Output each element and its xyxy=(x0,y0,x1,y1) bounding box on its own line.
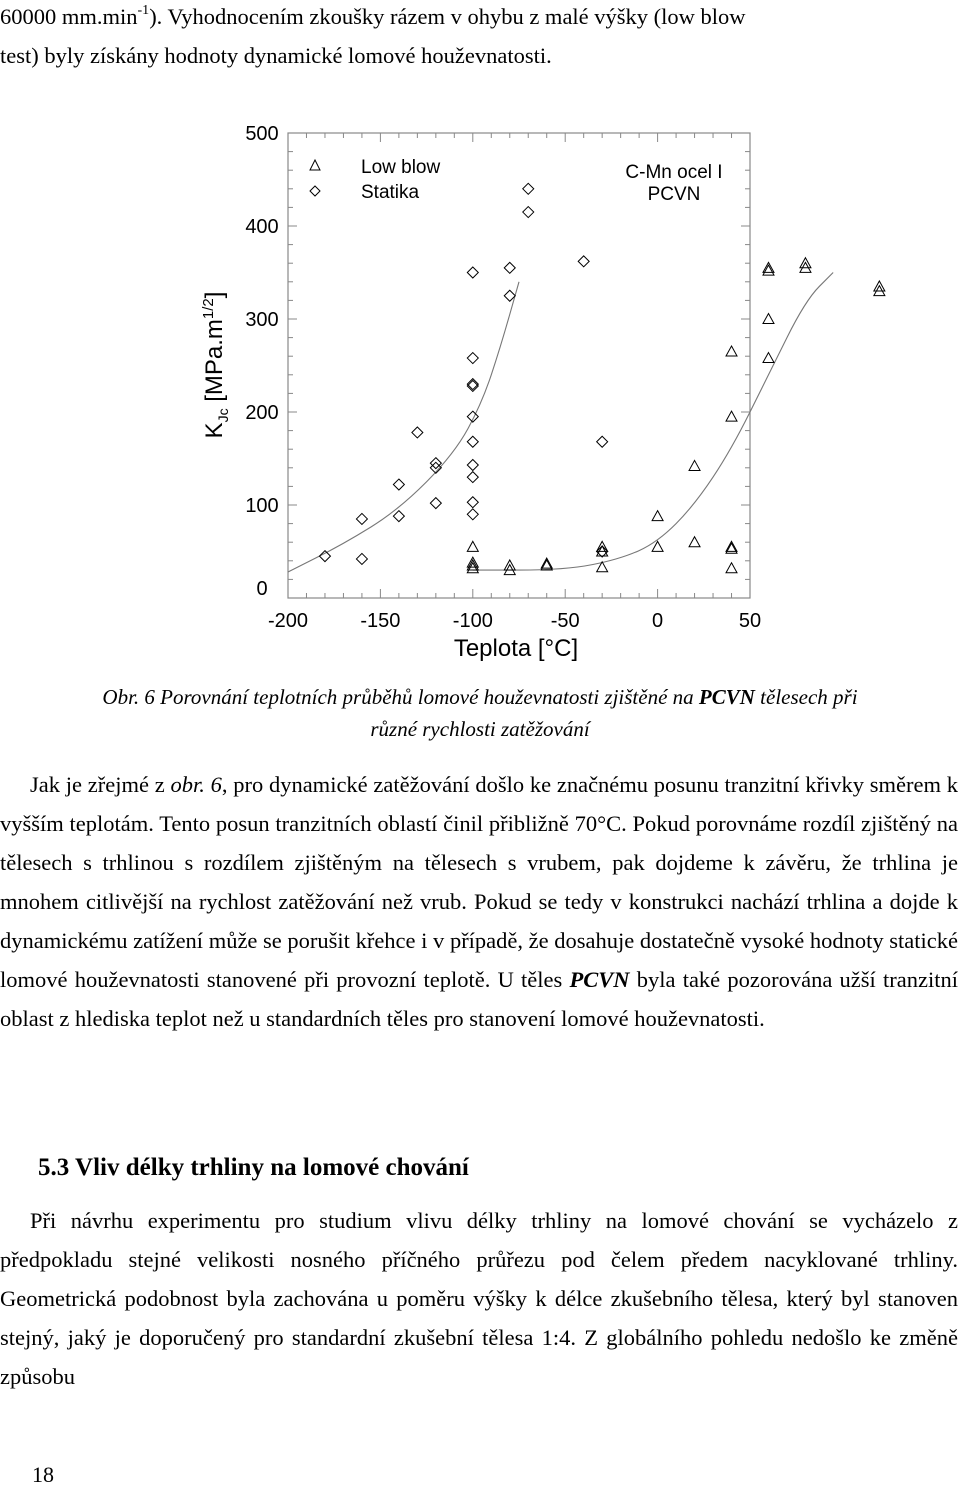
statika-point xyxy=(504,262,515,273)
statika-point xyxy=(597,436,608,447)
statika-point xyxy=(393,479,404,490)
fit-curve-statika xyxy=(288,282,519,572)
x-axis-label: Teplota [°C] xyxy=(453,635,579,662)
statika-point xyxy=(467,509,478,520)
legend xyxy=(310,157,723,205)
intro-line1-text-post: ). Vyhodnocením zkoušky rázem v ohybu z malé výšky (low blow xyxy=(149,4,746,29)
data-markers xyxy=(319,183,884,574)
fracture-toughness-chart xyxy=(0,110,960,670)
fit-curves xyxy=(288,273,833,572)
low-blow-point xyxy=(763,353,774,363)
y-tick-label: 0 xyxy=(256,578,268,600)
body-text-a: Jak je zřejmé z xyxy=(30,772,171,797)
low-blow-point xyxy=(652,511,663,521)
statika-point xyxy=(393,511,404,522)
statika-point xyxy=(467,436,478,447)
statika-point xyxy=(467,472,478,483)
caption-bold: PCVN xyxy=(698,685,755,709)
x-tick-label: -100 xyxy=(452,610,493,632)
low-blow-point xyxy=(467,541,478,551)
statika-point xyxy=(319,551,330,562)
low-blow-point xyxy=(689,460,700,470)
y-tick-label: 300 xyxy=(245,309,279,331)
statika-point xyxy=(356,513,367,524)
statika-point xyxy=(467,267,478,278)
x-tick-label: 50 xyxy=(738,610,762,632)
statika-point xyxy=(523,183,534,194)
legend-low-blow-label: Low blow xyxy=(361,157,441,178)
y-tick-label: 500 xyxy=(245,123,279,145)
legend-diamond-marker xyxy=(310,186,320,196)
fit-curve-low-blow xyxy=(473,273,833,571)
y-axis-label xyxy=(200,292,231,439)
caption-text-a: Obr. 6 Porovnání teplotních průběhů lomové houževnatosti zjištěné na xyxy=(102,685,699,709)
low-blow-point xyxy=(726,563,737,573)
x-tick-label: 0 xyxy=(652,610,664,632)
caption-text-b: tělesech při xyxy=(754,685,858,709)
intro-line2-text: test) byly získány hodnoty dynamické lomové houževnatosti. xyxy=(0,43,552,68)
statika-point xyxy=(356,553,367,564)
figure-reference: obr. 6 xyxy=(170,772,222,797)
x-tick-label: -200 xyxy=(267,610,309,632)
low-blow-point xyxy=(689,537,700,547)
y-tick-label: 400 xyxy=(245,216,279,238)
statika-point xyxy=(578,256,589,267)
statika-point xyxy=(412,427,423,438)
statika-point xyxy=(467,353,478,364)
figure-caption xyxy=(0,681,960,745)
statika-point xyxy=(430,498,441,509)
y-axis-label-text: $K_{Jc}$ $[MPa.m^{1/2}]$ xyxy=(200,291,231,439)
low-blow-point xyxy=(763,314,774,324)
y-tick-label: 100 xyxy=(245,495,279,517)
statika-point xyxy=(467,497,478,508)
legend-statika-label: Statika xyxy=(361,182,420,203)
intro-line1-text: 60000 mm.min xyxy=(0,4,138,29)
low-blow-point xyxy=(726,411,737,421)
legend-material-label: C-Mn ocel I xyxy=(625,162,723,183)
statika-point xyxy=(430,458,441,469)
caption-line2: různé rychlosti zatěžování xyxy=(370,717,590,741)
y-tick-label: 200 xyxy=(245,402,279,424)
statika-point xyxy=(523,207,534,218)
intro-paragraph xyxy=(0,0,958,75)
x-tick-label: -150 xyxy=(360,610,401,632)
body-text-c: byla také pozorována užší tranzitní oblast z hlediska teplot než u standardních těles pro stanovení lomové houževnatosti. xyxy=(0,967,958,1031)
body-paragraph xyxy=(0,765,958,1038)
page-number: 18 xyxy=(32,1462,54,1487)
x-tick-label: -50 xyxy=(550,610,580,632)
legend-triangle-marker xyxy=(310,160,320,170)
intro-line1-sup: -1 xyxy=(137,3,150,18)
legend-specimen-label: PCVN xyxy=(647,184,701,205)
low-blow-point xyxy=(763,262,774,272)
section-heading: 5.3 Vliv délky trhliny na lomové chování xyxy=(38,1154,469,1181)
low-blow-point xyxy=(726,346,737,356)
body-bold-pcvn: PCVN xyxy=(569,967,630,992)
body-text-b: , pro dynamické zatěžování došlo ke značnému posunu tranzitní křivky směrem k vyšším teplotám. Tento posun tranzitních oblastí činil přibližně 70°C. Pokud porovnáme rozdíl zjištěný na tělesech s trhlinou s rozdílem zjištěným na tělesech s vrubem, pak dojdeme k závěru, že trhlina je mnohem citlivější na rychlost zatěžování než vrub. Pokud se tedy v konstrukci nachází trhlina a dojde k dynamickému zatížení může se porušit křehce i v případě, že dosahuje dostatečně vysoké hodnoty statické lomové houževnatosti stanovené při provozní teplotě. U těles xyxy=(0,772,959,992)
section-paragraph: Při návrhu experimentu pro studium vlivu délky trhliny na lomové chování se vycházelo z předpokladu stejné velikosti nosného příčného průřezu pod čelem předem nacyklované trhliny. Geometrická podobnost byla zachována u poměru výšky k délce zkušebního tělesa, který byl stanoven stejný, jaký je doporučený pro standardní zkušební tělesa 1:4. Z globálního pohledu nedošlo ke změně způsobu xyxy=(0,1208,958,1389)
statika-point xyxy=(467,460,478,471)
